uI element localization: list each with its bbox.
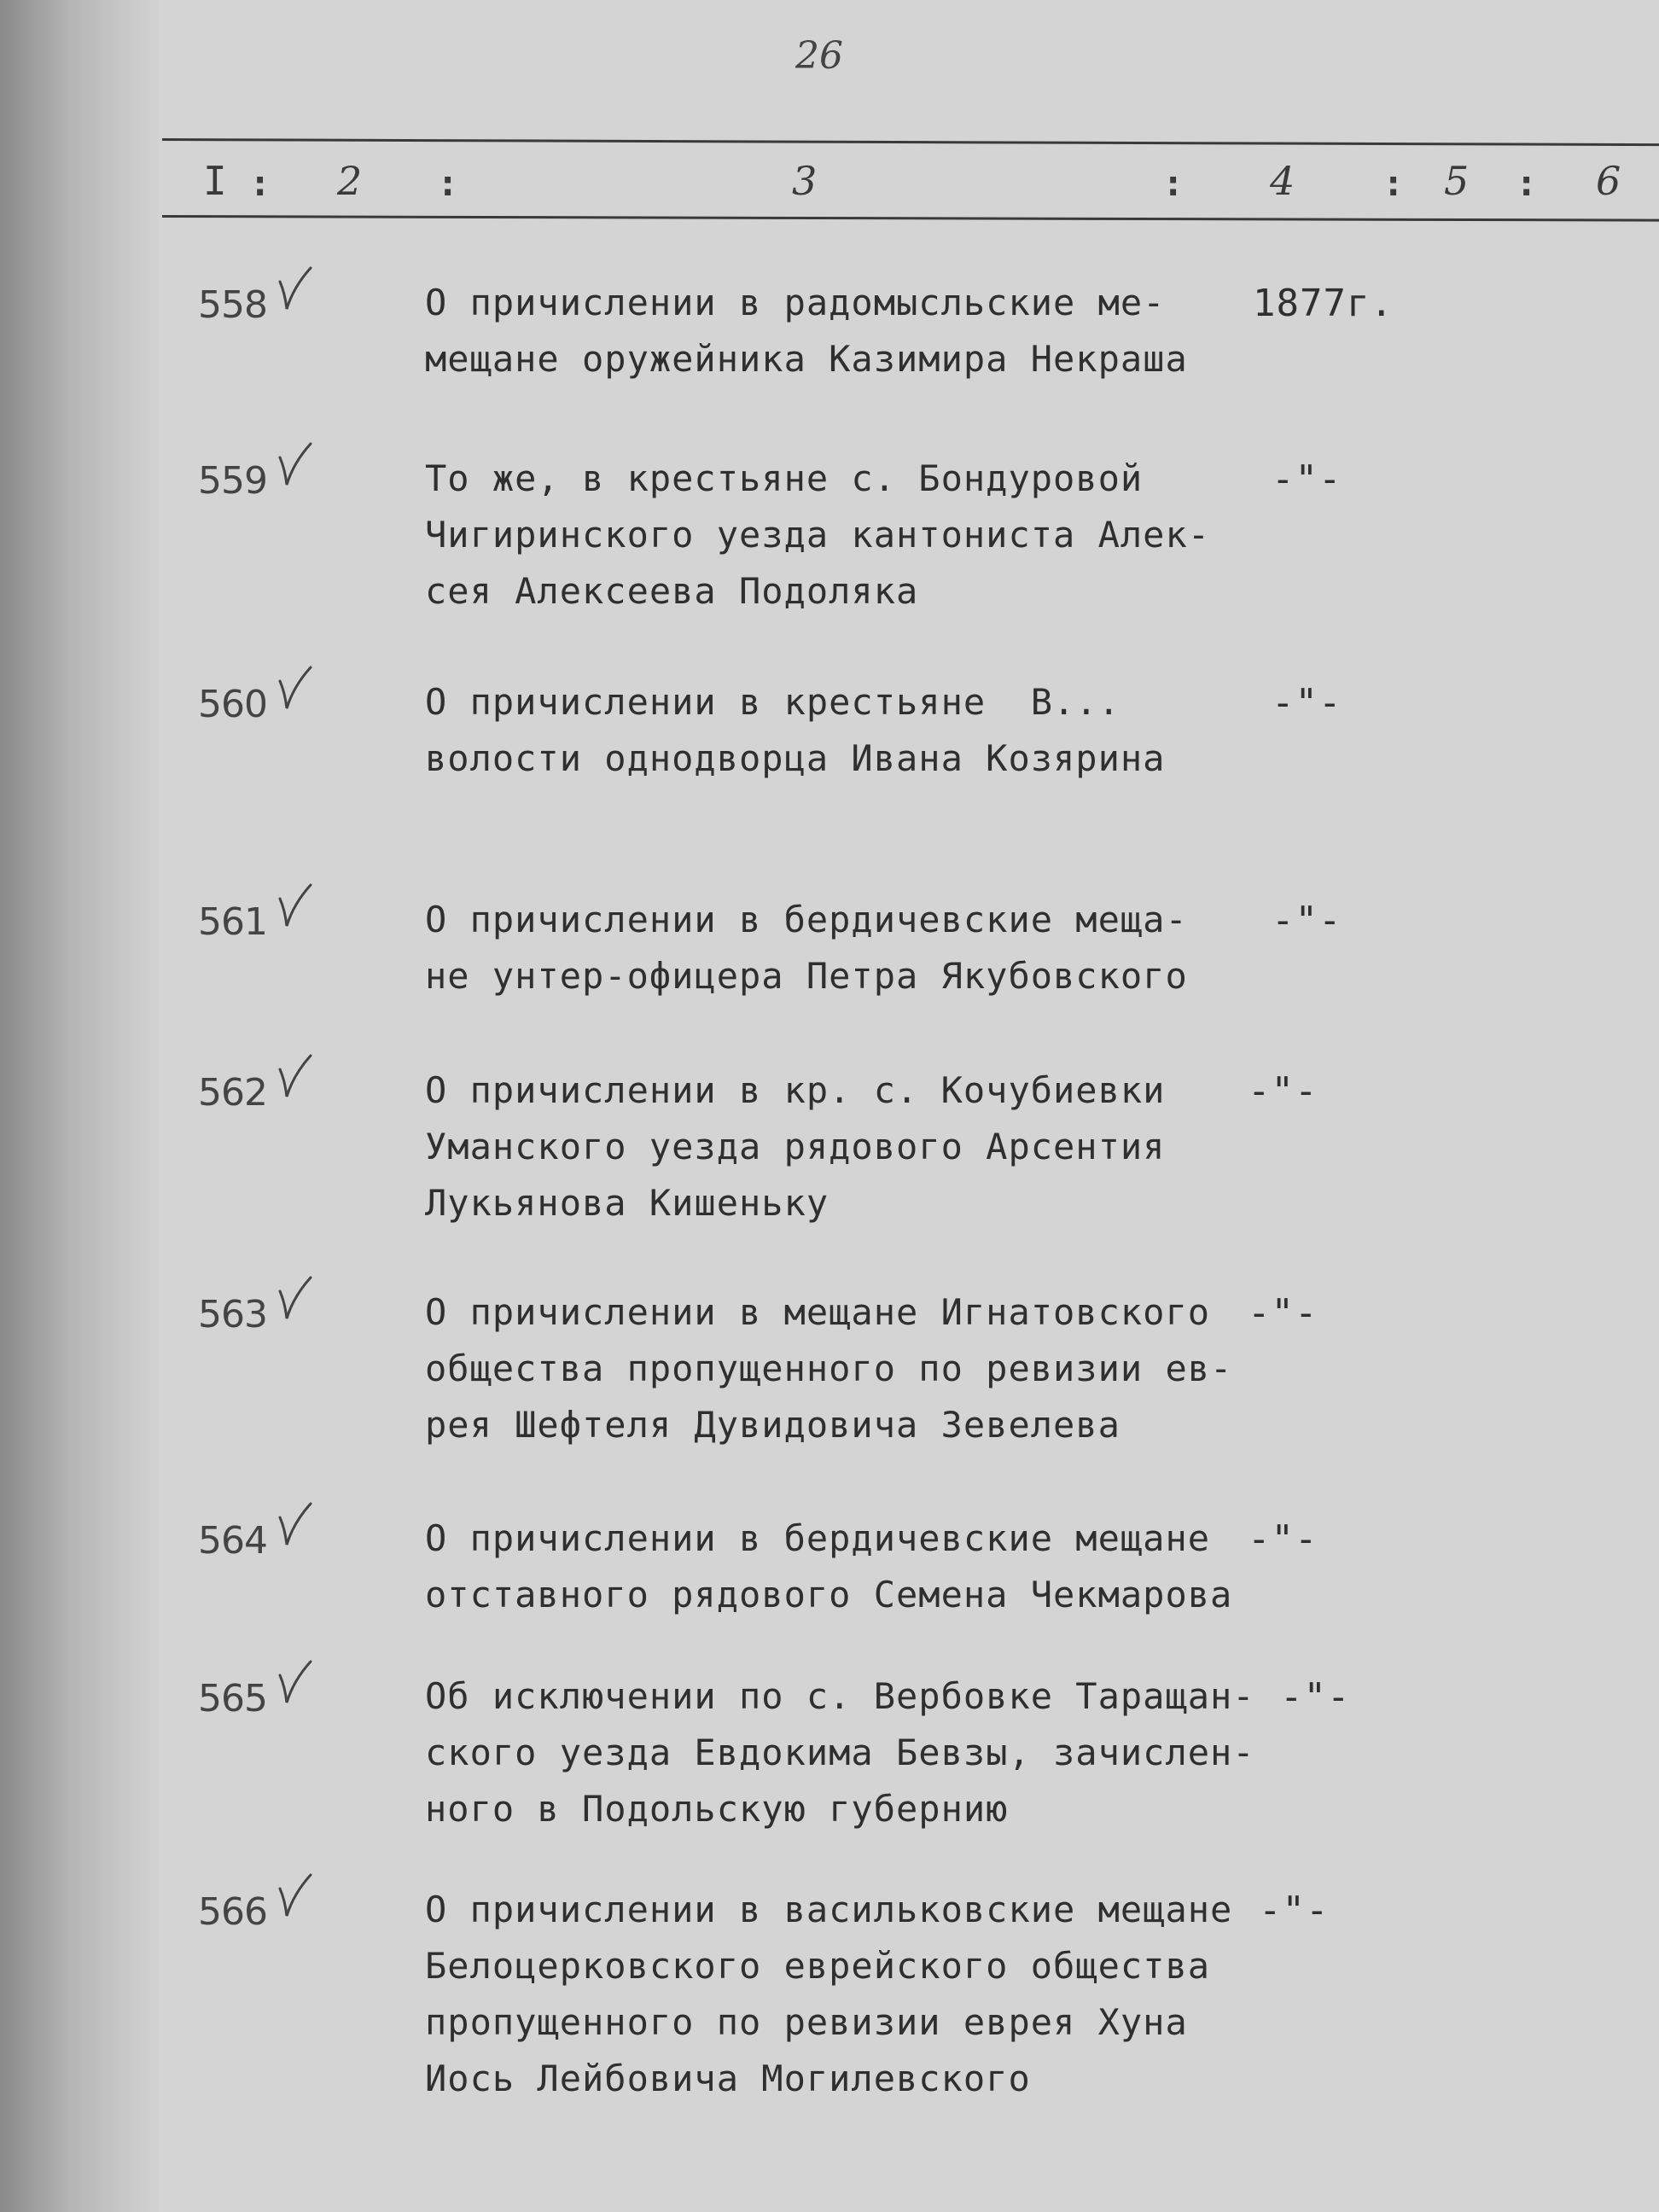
entry-description-line: пропущенного по ревизии еврея Хуна (425, 2001, 1188, 2043)
entry-description-line: О причислении в радомысльские ме- (425, 282, 1166, 323)
entry-number: 564 (198, 1519, 267, 1563)
column-separator: : (437, 162, 459, 204)
column-separator: : (1516, 162, 1538, 204)
entry-description (425, 674, 1261, 787)
entry-description (425, 1284, 1261, 1453)
entry-number: 563 (198, 1293, 267, 1336)
entry-description-line: О причислении в крестьяне В... (425, 681, 1121, 723)
entry-date: -"- (1248, 1069, 1318, 1113)
entry-description (425, 1882, 1261, 2107)
entry-date: -"- (1259, 1889, 1330, 1932)
column-header-3: 3 (792, 158, 818, 204)
entry-description-line: отставного рядового Семена Чекмарова (425, 1574, 1233, 1615)
check-mark-icon (275, 1274, 316, 1324)
entry-date: -"- (1248, 1517, 1318, 1561)
entry-description-line: ского уезда Евдокима Бевзы, зачислен- (425, 1732, 1255, 1773)
entry-description (425, 451, 1261, 620)
entry-description (425, 1511, 1261, 1623)
column-header-5: 5 (1444, 158, 1470, 204)
column-separator: : (1382, 162, 1405, 204)
header-rule-top (162, 138, 1659, 146)
entry-description-line: Уманского уезда рядового Арсентия (425, 1126, 1166, 1167)
entry-date: -"- (1280, 1675, 1351, 1719)
entry-description-line: О причислении в бердичевские меща- (425, 899, 1188, 940)
entry-description-line: О причислении в мещане Игнатовского (425, 1291, 1211, 1333)
entry-description (425, 1062, 1261, 1231)
entry-number: 558 (198, 283, 267, 327)
entry-number: 566 (198, 1890, 267, 1934)
column-header-2: 2 (337, 158, 363, 204)
column-header-4: 4 (1270, 158, 1295, 204)
entry-description-line: не унтер-офицера Петра Якубовского (425, 955, 1188, 997)
entry-description-line: Об исключении по с. Вербовке Таращан- (425, 1675, 1255, 1717)
entry-description (425, 1668, 1261, 1837)
check-mark-icon (275, 265, 316, 314)
entry-description (425, 892, 1261, 1004)
entry-description-line: рея Шефтеля Дувидовича Зевелева (425, 1404, 1121, 1446)
entry-description-line: О причислении в бердичевские мещане (425, 1517, 1211, 1559)
entry-number: 561 (198, 900, 267, 944)
column-separator: : (1162, 162, 1185, 204)
column-header-1: I (203, 158, 227, 204)
entry-number: 565 (198, 1677, 267, 1720)
entry-description-line: О причислении в кр. с. Кочубиевки (425, 1069, 1166, 1111)
entry-description-line: ного в Подольскую губернию (425, 1788, 1009, 1830)
check-mark-icon (275, 882, 316, 931)
entry-date: 1877г. (1253, 282, 1394, 325)
book-binding-shadow (0, 0, 158, 2212)
entry-date: -"- (1272, 899, 1342, 942)
entry-description-line: мещане оружейника Казимира Некраша (425, 338, 1188, 380)
column-header-6: 6 (1596, 158, 1621, 204)
column-separator: : (249, 162, 271, 204)
entry-description-line: О причислении в васильковские мещане (425, 1889, 1233, 1930)
entry-number: 562 (198, 1071, 267, 1115)
check-mark-icon (275, 1052, 316, 1102)
entry-date: -"- (1272, 457, 1342, 501)
check-mark-icon (275, 440, 316, 490)
page-number: 26 (795, 34, 843, 78)
entry-description-line: Чигиринского уезда кантониста Алек- (425, 514, 1211, 556)
entry-description-line: Белоцерковского еврейского общества (425, 1945, 1211, 1987)
check-mark-icon (275, 1500, 316, 1550)
entry-date: -"- (1248, 1291, 1318, 1335)
entry-description-line: волости однодворца Ивана Козярина (425, 737, 1166, 779)
entry-description-line: Иось Лейбовича Могилевского (425, 2058, 1031, 2099)
check-mark-icon (275, 1658, 316, 1708)
check-mark-icon (275, 664, 316, 713)
check-mark-icon (275, 1871, 316, 1921)
entry-description-line: сея Алексеева Подоляка (425, 570, 919, 612)
entry-description (425, 275, 1261, 387)
entry-description-line: общества пропущенного по ревизии ев- (425, 1348, 1233, 1389)
entry-number: 559 (198, 459, 267, 503)
entry-date: -"- (1272, 681, 1342, 725)
header-rule-bottom (162, 215, 1659, 222)
entry-description-line: Лукьянова Кишеньку (425, 1182, 830, 1224)
entry-number: 560 (198, 683, 267, 726)
entry-description-line: То же, в крестьяне с. Бондуровой (425, 457, 1144, 499)
